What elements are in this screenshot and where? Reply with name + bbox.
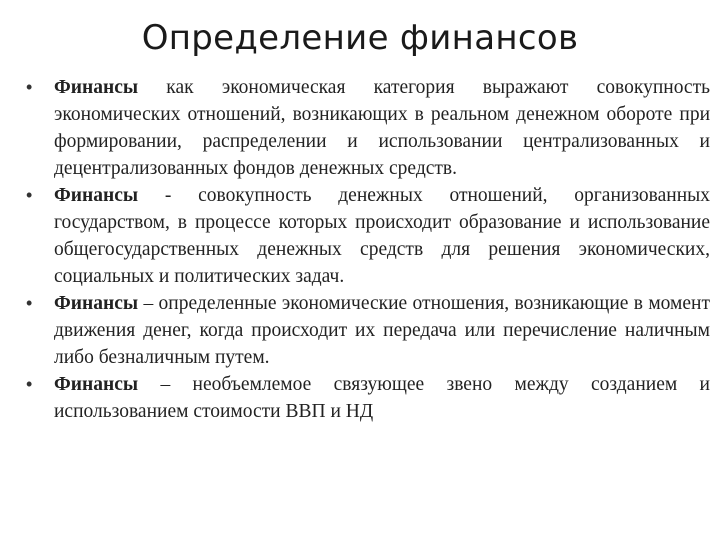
bullet-term: Финансы bbox=[54, 293, 139, 314]
bullet-term: Финансы bbox=[54, 185, 139, 206]
bullet-item-3 bbox=[24, 290, 710, 371]
bullet-text: – определенные экономические отношения, возникающие в момент движения денег, когда происходит их передача или перечисление наличным либо безналичным путем. bbox=[54, 293, 710, 368]
bullet-text: как экономическая категория выражают совокупность экономических отношений, возникающих в реальном денежном обороте при формировании, распределении и использовании централизованных и децентрализованных фондов денежных средств. bbox=[54, 77, 710, 179]
bullet-text: - совокупность денежных отношений, организованных государством, в процессе которых происходит образование и использование общегосударственных денежных средств для решения экономических, социальных и политических задач. bbox=[54, 185, 710, 287]
bullet-list bbox=[24, 74, 710, 425]
bullet-item-4 bbox=[24, 371, 710, 425]
slide-title: Определение финансов bbox=[141, 18, 579, 58]
bullet-item-2 bbox=[24, 182, 710, 290]
bullet-term: Финансы bbox=[54, 374, 139, 395]
bullet-icon: • bbox=[26, 374, 33, 394]
bullet-icon: • bbox=[26, 77, 33, 97]
bullet-item-1 bbox=[24, 74, 710, 182]
bullet-term: Финансы bbox=[54, 77, 139, 98]
bullet-icon: • bbox=[26, 185, 33, 205]
bullet-icon: • bbox=[26, 293, 33, 313]
bullet-text: – необъемлемое связующее звено между созданием и использованием стоимости ВВП и НД bbox=[54, 374, 710, 422]
